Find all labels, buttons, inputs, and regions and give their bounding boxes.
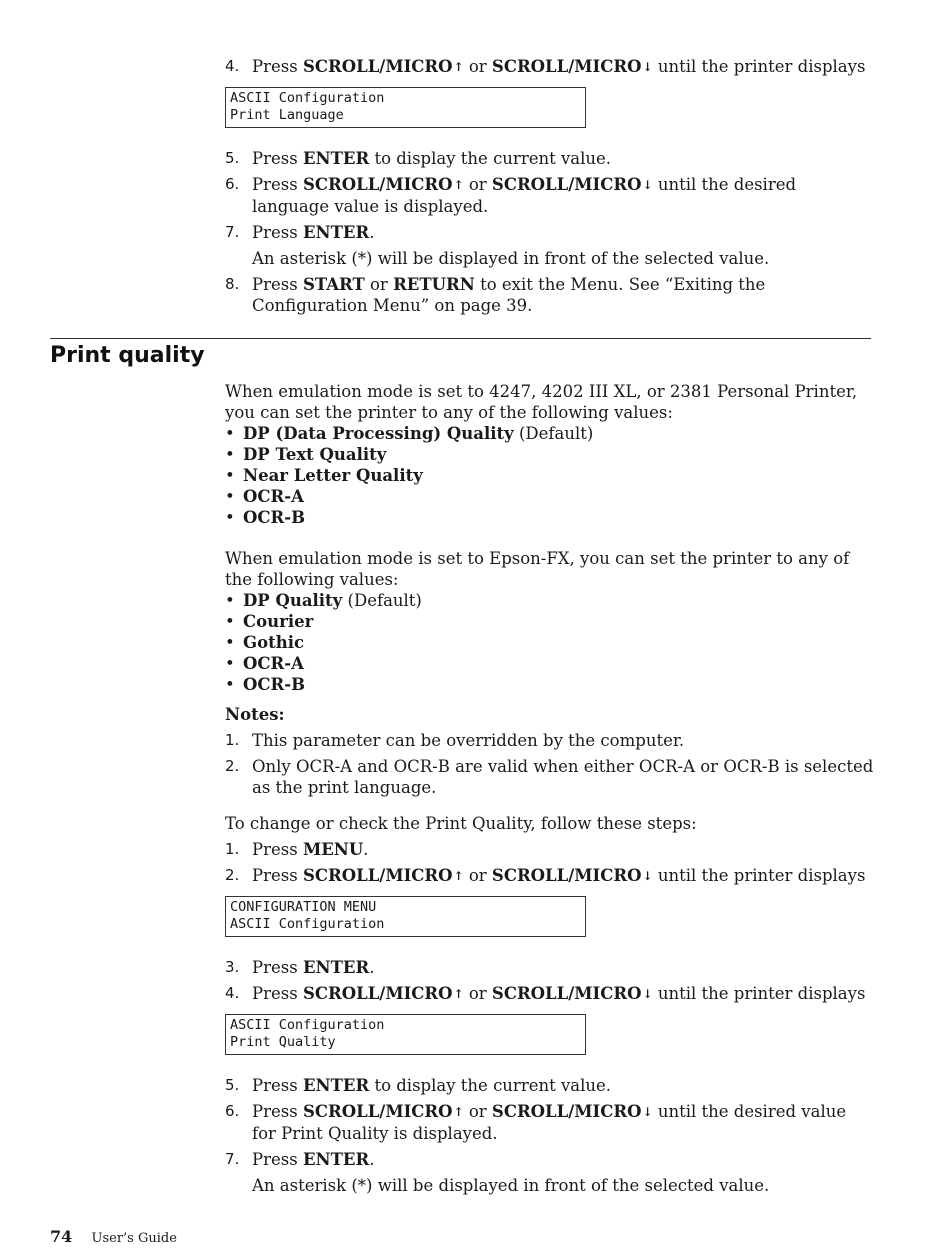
step-7b: 7. Press ENTER. [225,1150,375,1169]
step-7-note: An asterisk (*) will be displayed in front of the selected value. [252,1176,770,1195]
step-1: 1. Press MENU. [225,840,369,859]
step-5b: 5. Press ENTER to display the current value. [225,1076,612,1095]
list-item: • OCR-A [225,486,875,507]
arrow-up-icon: ↑ [453,178,464,192]
intro-paragraph-1: When emulation mode is set to 4247, 4202 III XL, or 2381 Personal Printer, you can set the printer to any of the following values: [225,382,858,422]
arrow-down-icon: ↓ [642,987,653,1001]
arrow-down-icon: ↓ [642,1105,653,1119]
intro-paragraph-2: When emulation mode is set to Epson-FX, you can set the printer to any of the following values: [225,549,850,589]
section-title: Print quality [50,343,205,368]
list-item: • Near Letter Quality [225,465,875,486]
list-item: • Courier [225,611,875,632]
arrow-up-icon: ↑ [453,1105,464,1119]
arrow-down-icon: ↓ [642,178,653,192]
lcd-display: CONFIGURATION MENU ASCII Configuration [225,896,586,937]
top-steps [225,56,875,321]
note-1: 1. This parameter can be overridden by the computer. [225,731,685,750]
steps-intro: To change or check the Print Quality, follow these steps: [225,814,697,833]
lcd-display: ASCII Configuration Print Language [225,87,586,128]
notes-heading: Notes: [225,705,285,724]
list-item: • Gothic [225,632,875,653]
step-6b: 6. Press SCROLL/MICRO↑ or SCROLL/MICRO↓ until the desired value for Print Quality is displayed. [225,1102,847,1143]
step-8: 8. Press START or RETURN to exit the Menu. See “Exiting the Configuration Menu” on page 39. [225,275,766,315]
page-footer [50,1226,177,1249]
step-3: 3. Press ENTER. [225,958,375,977]
step-6: 6. Press SCROLL/MICRO↑ or SCROLL/MICRO↓ until the desired language value is displayed. [225,175,797,216]
step-4b: 4. Press SCROLL/MICRO↑ or SCROLL/MICRO↓ until the printer displays [225,984,866,1003]
list-item: • DP (Data Processing) Quality (Default) [225,423,875,444]
value-list-2 [225,590,875,695]
page-number: 74 [50,1227,73,1246]
arrow-down-icon: ↓ [642,60,653,74]
arrow-up-icon: ↑ [453,60,464,74]
list-item: • OCR-A [225,653,875,674]
step-4: 4. Press SCROLL/MICRO↑ or SCROLL/MICRO↓ until the printer displays [225,57,866,76]
list-item: • OCR-B [225,674,875,695]
list-item: • DP Quality (Default) [225,590,875,611]
list-item: • OCR-B [225,507,875,528]
step-7-note: An asterisk (*) will be displayed in front of the selected value. [252,249,770,268]
lcd-display: ASCII Configuration Print Quality [225,1014,586,1055]
section-divider [50,338,871,339]
value-list-1 [225,423,875,528]
arrow-up-icon: ↑ [453,987,464,1001]
arrow-up-icon: ↑ [453,869,464,883]
step-5: 5. Press ENTER to display the current value. [225,149,612,168]
arrow-down-icon: ↓ [642,869,653,883]
step-7: 7. Press ENTER. [225,223,375,242]
note-2: 2. Only OCR-A and OCR-B are valid when either OCR-A or OCR-B is selected as the print language. [225,757,874,797]
book-title: User’s Guide [91,1231,177,1246]
section-body [225,381,875,1201]
list-item: • DP Text Quality [225,444,875,465]
step-2: 2. Press SCROLL/MICRO↑ or SCROLL/MICRO↓ until the printer displays [225,866,866,885]
